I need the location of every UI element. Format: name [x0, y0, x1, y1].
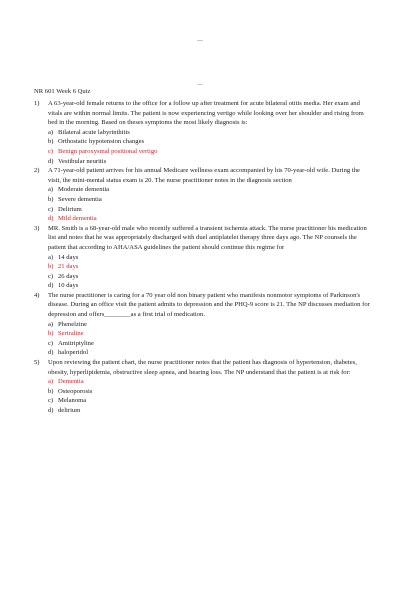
option-text: 21 days: [58, 263, 79, 271]
answer-option-correct: [48, 262, 370, 272]
answer-option: [48, 281, 370, 291]
answer-option: [48, 396, 370, 406]
answer-options: [48, 253, 370, 291]
answer-option: [48, 128, 370, 138]
option-letter: d): [48, 157, 54, 165]
option-text: Bilateral acute labyrinthitis: [58, 128, 130, 136]
answer-options: [48, 128, 370, 166]
option-text: Phenelzine: [58, 320, 87, 328]
option-letter: a): [48, 253, 54, 261]
question-text: A 63-year-old female returns to the office for a follow up after treatment for acute bilateral otitis media. Her exam and vitals are within normal limits. The patient is now experiencing vertigo while looking over her shoulder and rising from bed in the morning. Based on theses symptoms the most likely diagnosis is:: [48, 100, 364, 127]
option-letter: b): [48, 387, 54, 395]
option-letter: c): [48, 397, 54, 405]
option-letter: a): [48, 186, 54, 194]
answer-option-correct: [48, 147, 370, 157]
option-text: 26 days: [58, 272, 79, 280]
option-text: Sertraline: [58, 330, 84, 338]
option-text: Dementia: [58, 378, 84, 386]
answer-option: [48, 137, 370, 147]
option-letter: d): [48, 349, 54, 357]
answer-options: [48, 377, 370, 415]
question-text: Upon reviewing the patient chart, the nurse practitioner notes that the patient has diagnosis of hypertension, diabetes, obesity, hyperlipidemia, obstructive sleep apnea, and hearing loss. The NP understand that the patient is at risk for:: [48, 359, 357, 376]
answer-option: [48, 320, 370, 330]
option-letter: c): [48, 272, 54, 280]
answer-option: [48, 253, 370, 263]
option-letter: a): [48, 320, 54, 328]
option-text: Delirium: [58, 205, 82, 213]
option-text: Orthostatic hypotension changes: [58, 138, 145, 146]
answer-option: [48, 195, 370, 205]
option-letter: d): [48, 215, 54, 223]
question-item: [34, 358, 370, 416]
question-text: A 71-year-old patient arrives for his annual Medicare wellness exam accompanied by his 70-year-old wife. During the visit, the mini-mental status exam is 20. The nurse practitioner notes in the diagnosis section: [48, 167, 360, 184]
option-letter: a): [48, 378, 54, 386]
question-text: MR. Smith is a 68-year-old male who recently suffered a transient ischemia attack. The nurse practitioner his medication list and notes that he was appropriately discharged with duel antiplatelet therapy three days ago. The NP counsels the patient that according to AHA/ASA guidelines the patient should continue this regime for: [48, 224, 367, 251]
answer-option-correct: [48, 214, 370, 224]
answer-options: [48, 320, 370, 358]
question-text: The nurse practitioner is caring for a 70 year old non binary patient who manifests nonmotor symptoms of Parkinson's disease. During an office visit the patient admits to depression and the PHQ-9 score is 21. The NP discusses mediation for depression and offers________as a first trial of medication.: [48, 291, 370, 319]
option-text: Vestibular neuritis: [58, 157, 107, 165]
option-letter: d): [48, 282, 54, 290]
option-text: 10 days: [58, 282, 79, 290]
option-letter: c): [48, 205, 54, 213]
option-text: Severe dementia: [58, 195, 102, 203]
option-letter: b): [48, 330, 54, 338]
question-number: 4): [34, 291, 40, 299]
answer-option: [48, 272, 370, 282]
option-letter: c): [48, 147, 54, 155]
answer-option: [48, 339, 370, 349]
answer-option: [48, 185, 370, 195]
option-letter: c): [48, 339, 54, 347]
option-text: Mild dementia: [58, 215, 97, 223]
answer-option: [48, 157, 370, 167]
question-list: [34, 99, 370, 416]
option-letter: a): [48, 128, 54, 136]
option-letter: b): [48, 263, 54, 271]
question-item: [34, 166, 370, 224]
page-title: NR 601 Week 6 Quiz: [34, 88, 91, 95]
answer-option: [48, 387, 370, 397]
option-text: Moderate dementia: [58, 186, 110, 194]
option-text: delirium: [58, 407, 81, 414]
option-letter: d): [48, 407, 54, 414]
answer-option-correct: [48, 329, 370, 339]
answer-option: [48, 406, 370, 416]
question-item: [34, 291, 370, 358]
header-mark: —: [197, 38, 203, 44]
option-text: Amitriptyline: [58, 339, 94, 347]
question-number: 3): [34, 224, 40, 232]
option-text: 14 days: [58, 253, 79, 261]
question-item: [34, 224, 370, 291]
question-number: 1): [34, 100, 40, 107]
option-text: Benign paroxysmal positional vertigo: [58, 147, 158, 155]
answer-option: [48, 205, 370, 215]
question-number: 5): [34, 359, 40, 367]
answer-option: [48, 348, 370, 358]
option-text: Melanoma: [58, 397, 87, 405]
option-letter: b): [48, 138, 54, 146]
question-number: 2): [34, 167, 40, 175]
question-item: [34, 99, 370, 166]
header-mark: —: [197, 82, 203, 88]
option-text: haloperidol: [58, 349, 89, 357]
option-text: Osteoporosis: [58, 387, 93, 395]
option-letter: b): [48, 195, 54, 203]
answer-options: [48, 185, 370, 223]
answer-option-correct: [48, 377, 370, 387]
